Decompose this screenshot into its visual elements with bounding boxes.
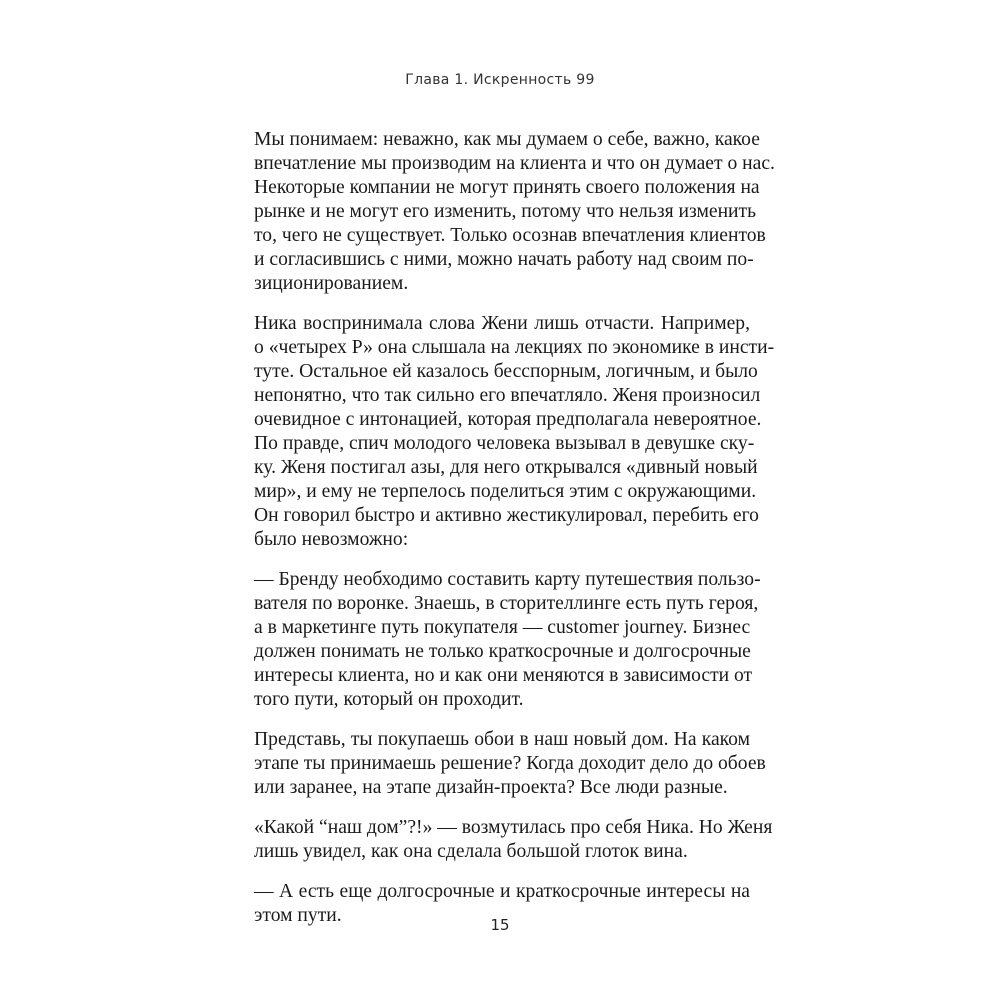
text-line: Ника воспринимала слова Жени лишь отчасти. Например,	[254, 313, 750, 334]
text-line: интересы клиента, но и как они меняются в зависимости от	[254, 665, 753, 686]
text-line: Он говорил быстро и активно жестикулировал, перебить его	[254, 505, 759, 526]
text-line: вателя по воронке. Знаешь, в сторителлинге есть путь героя,	[254, 593, 759, 614]
text-line: зиционированием.	[254, 273, 409, 294]
text-line: непонятно, что так сильно его впечатляло. Женя произносил	[254, 385, 761, 406]
text-line: о «четырех Р» она слышала на лекциях по экономике в инсти-	[254, 337, 775, 358]
text-line: то, чего не существует. Только осознав впечатления клиентов	[254, 225, 766, 246]
paragraph	[254, 816, 773, 864]
paragraph	[254, 728, 766, 800]
text-line: — А есть еще долгосрочные и краткосрочные интересы на	[254, 881, 750, 902]
text-line: — Бренду необходимо составить карту путешествия пользо-	[254, 569, 761, 590]
text-line: Представь, ты покупаешь обои в наш новый дом. На каком	[254, 729, 750, 750]
text-line: лишь увидел, как она сделала большой глоток вина.	[254, 841, 688, 862]
page-number: 15	[490, 916, 510, 934]
text-line: этом пути.	[254, 905, 342, 926]
paragraph	[254, 312, 775, 552]
text-line: Некоторые компании не могут принять своего положения на	[254, 177, 760, 198]
text-line: того пути, который он проходит.	[254, 689, 524, 710]
paragraph	[254, 568, 761, 712]
text-line: По правде, спич молодого человека вызывал в девушке ску-	[254, 433, 755, 454]
text-line: рынке и не могут его изменить, потому что нельзя изменить	[254, 201, 757, 222]
text-line: Мы понимаем: неважно, как мы думаем о себе, важно, какое	[254, 129, 760, 150]
text-line: было невозможно:	[254, 529, 409, 550]
running-head: Глава 1. Искренность 99	[405, 72, 595, 88]
text-line: или заранее, на этапе дизайн-проекта? Все люди разные.	[254, 777, 728, 798]
text-line: ку. Женя постигал азы, для него открывался «дивный новый	[254, 457, 758, 478]
text-line: впечатление мы производим на клиента и что он думает о нас.	[254, 153, 775, 174]
paragraph	[254, 128, 775, 296]
text-line: и согласившись с ними, можно начать работу над своим по-	[254, 249, 754, 270]
text-line: должен понимать не только краткосрочные и долгосрочные	[254, 641, 751, 662]
text-line: «Какой “наш дом”?!» — возмутилась про себя Ника. Но Женя	[254, 817, 773, 838]
text-line: этапе ты принимаешь решение? Когда доходит дело до обоев	[254, 753, 766, 774]
text-line: мир», и ему не терпелось поделиться этим с окружающими.	[254, 481, 757, 502]
text-line: очевидное с интонацией, которая предполагала невероятное.	[254, 409, 762, 430]
text-line: а в маркетинге путь покупателя — customer journey. Бизнес	[254, 617, 751, 638]
text-line: туте. Остальное ей казалось бесспорным, логичным, и было	[254, 361, 758, 382]
body-text	[254, 128, 775, 944]
